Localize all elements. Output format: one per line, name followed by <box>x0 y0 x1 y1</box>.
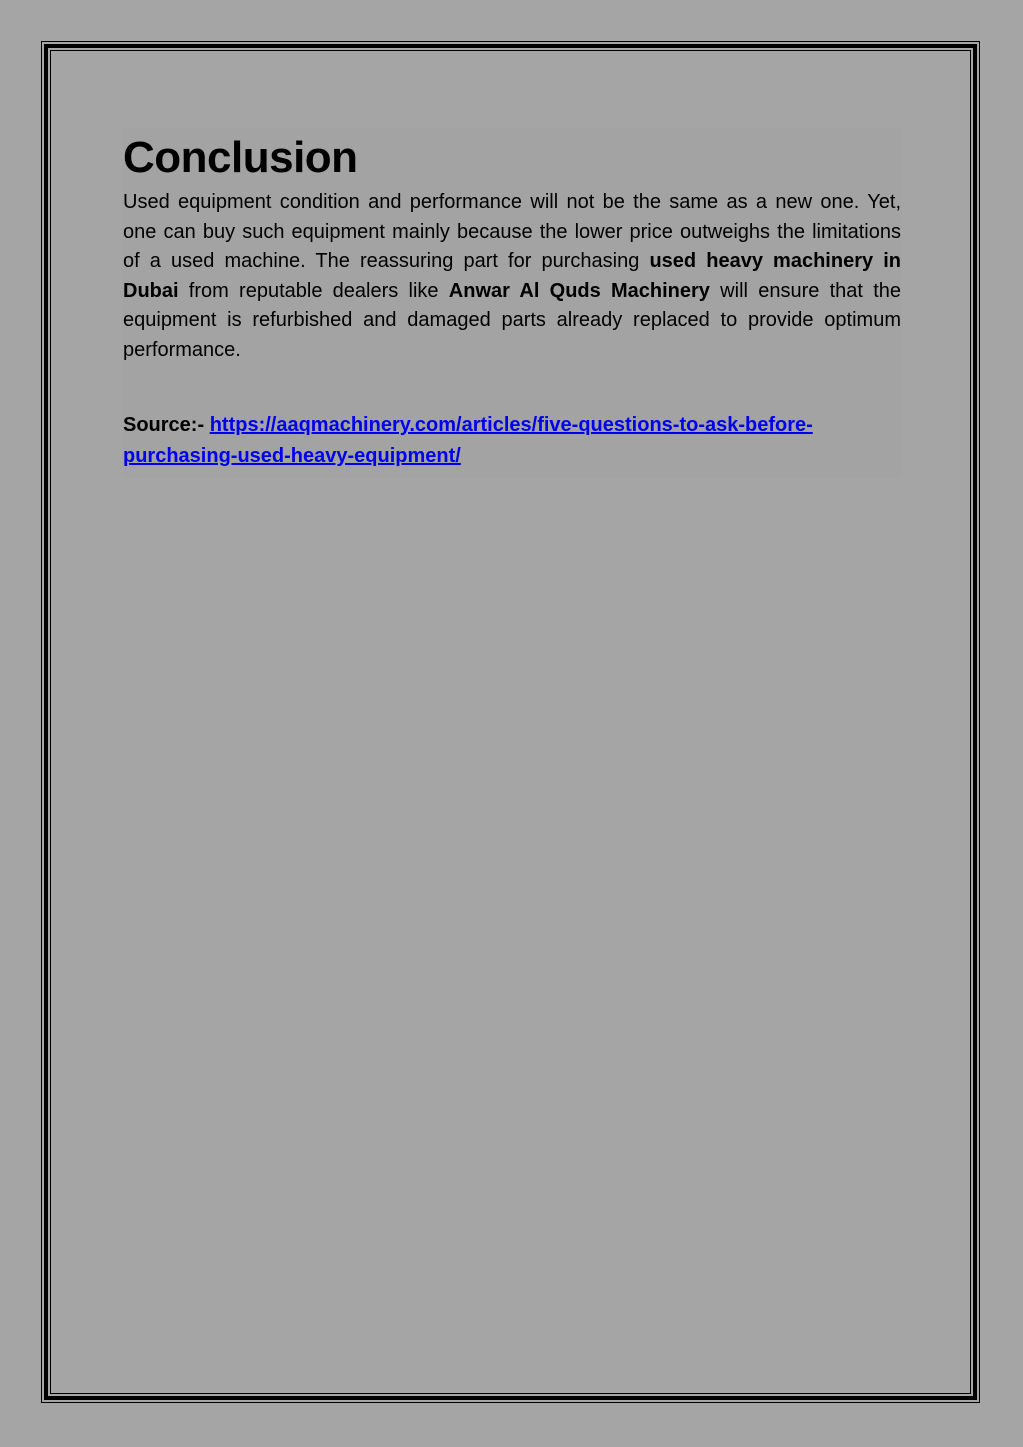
paragraph-bold-keyword: used heavy machinery in Dubai <box>123 250 901 302</box>
paragraph-text-3: will ensure that the equipment is refurbished and damaged parts already replaced to provide optimum performance. <box>123 279 901 361</box>
source-label: Source:- <box>123 414 205 436</box>
paragraph-text-1: Used equipment condition and performance will not be the same as a new one. Yet, one can buy such equipment mainly because the lower price outweighs the limitations of a used machine. The reassuring part for purchasing <box>123 191 901 272</box>
content-block <box>123 128 901 478</box>
source-line <box>123 410 901 478</box>
paragraph-text-2: from reputable dealers like <box>178 279 449 302</box>
source-link[interactable]: https://aaqmachinery.com/articles/five-questions-to-ask-before-purchasing-used-heavy-equipment/ <box>123 414 813 467</box>
paragraph-bold-company: Anwar Al Quds Machinery <box>448 279 710 302</box>
section-heading: Conclusion <box>123 133 358 182</box>
conclusion-paragraph <box>123 188 901 365</box>
